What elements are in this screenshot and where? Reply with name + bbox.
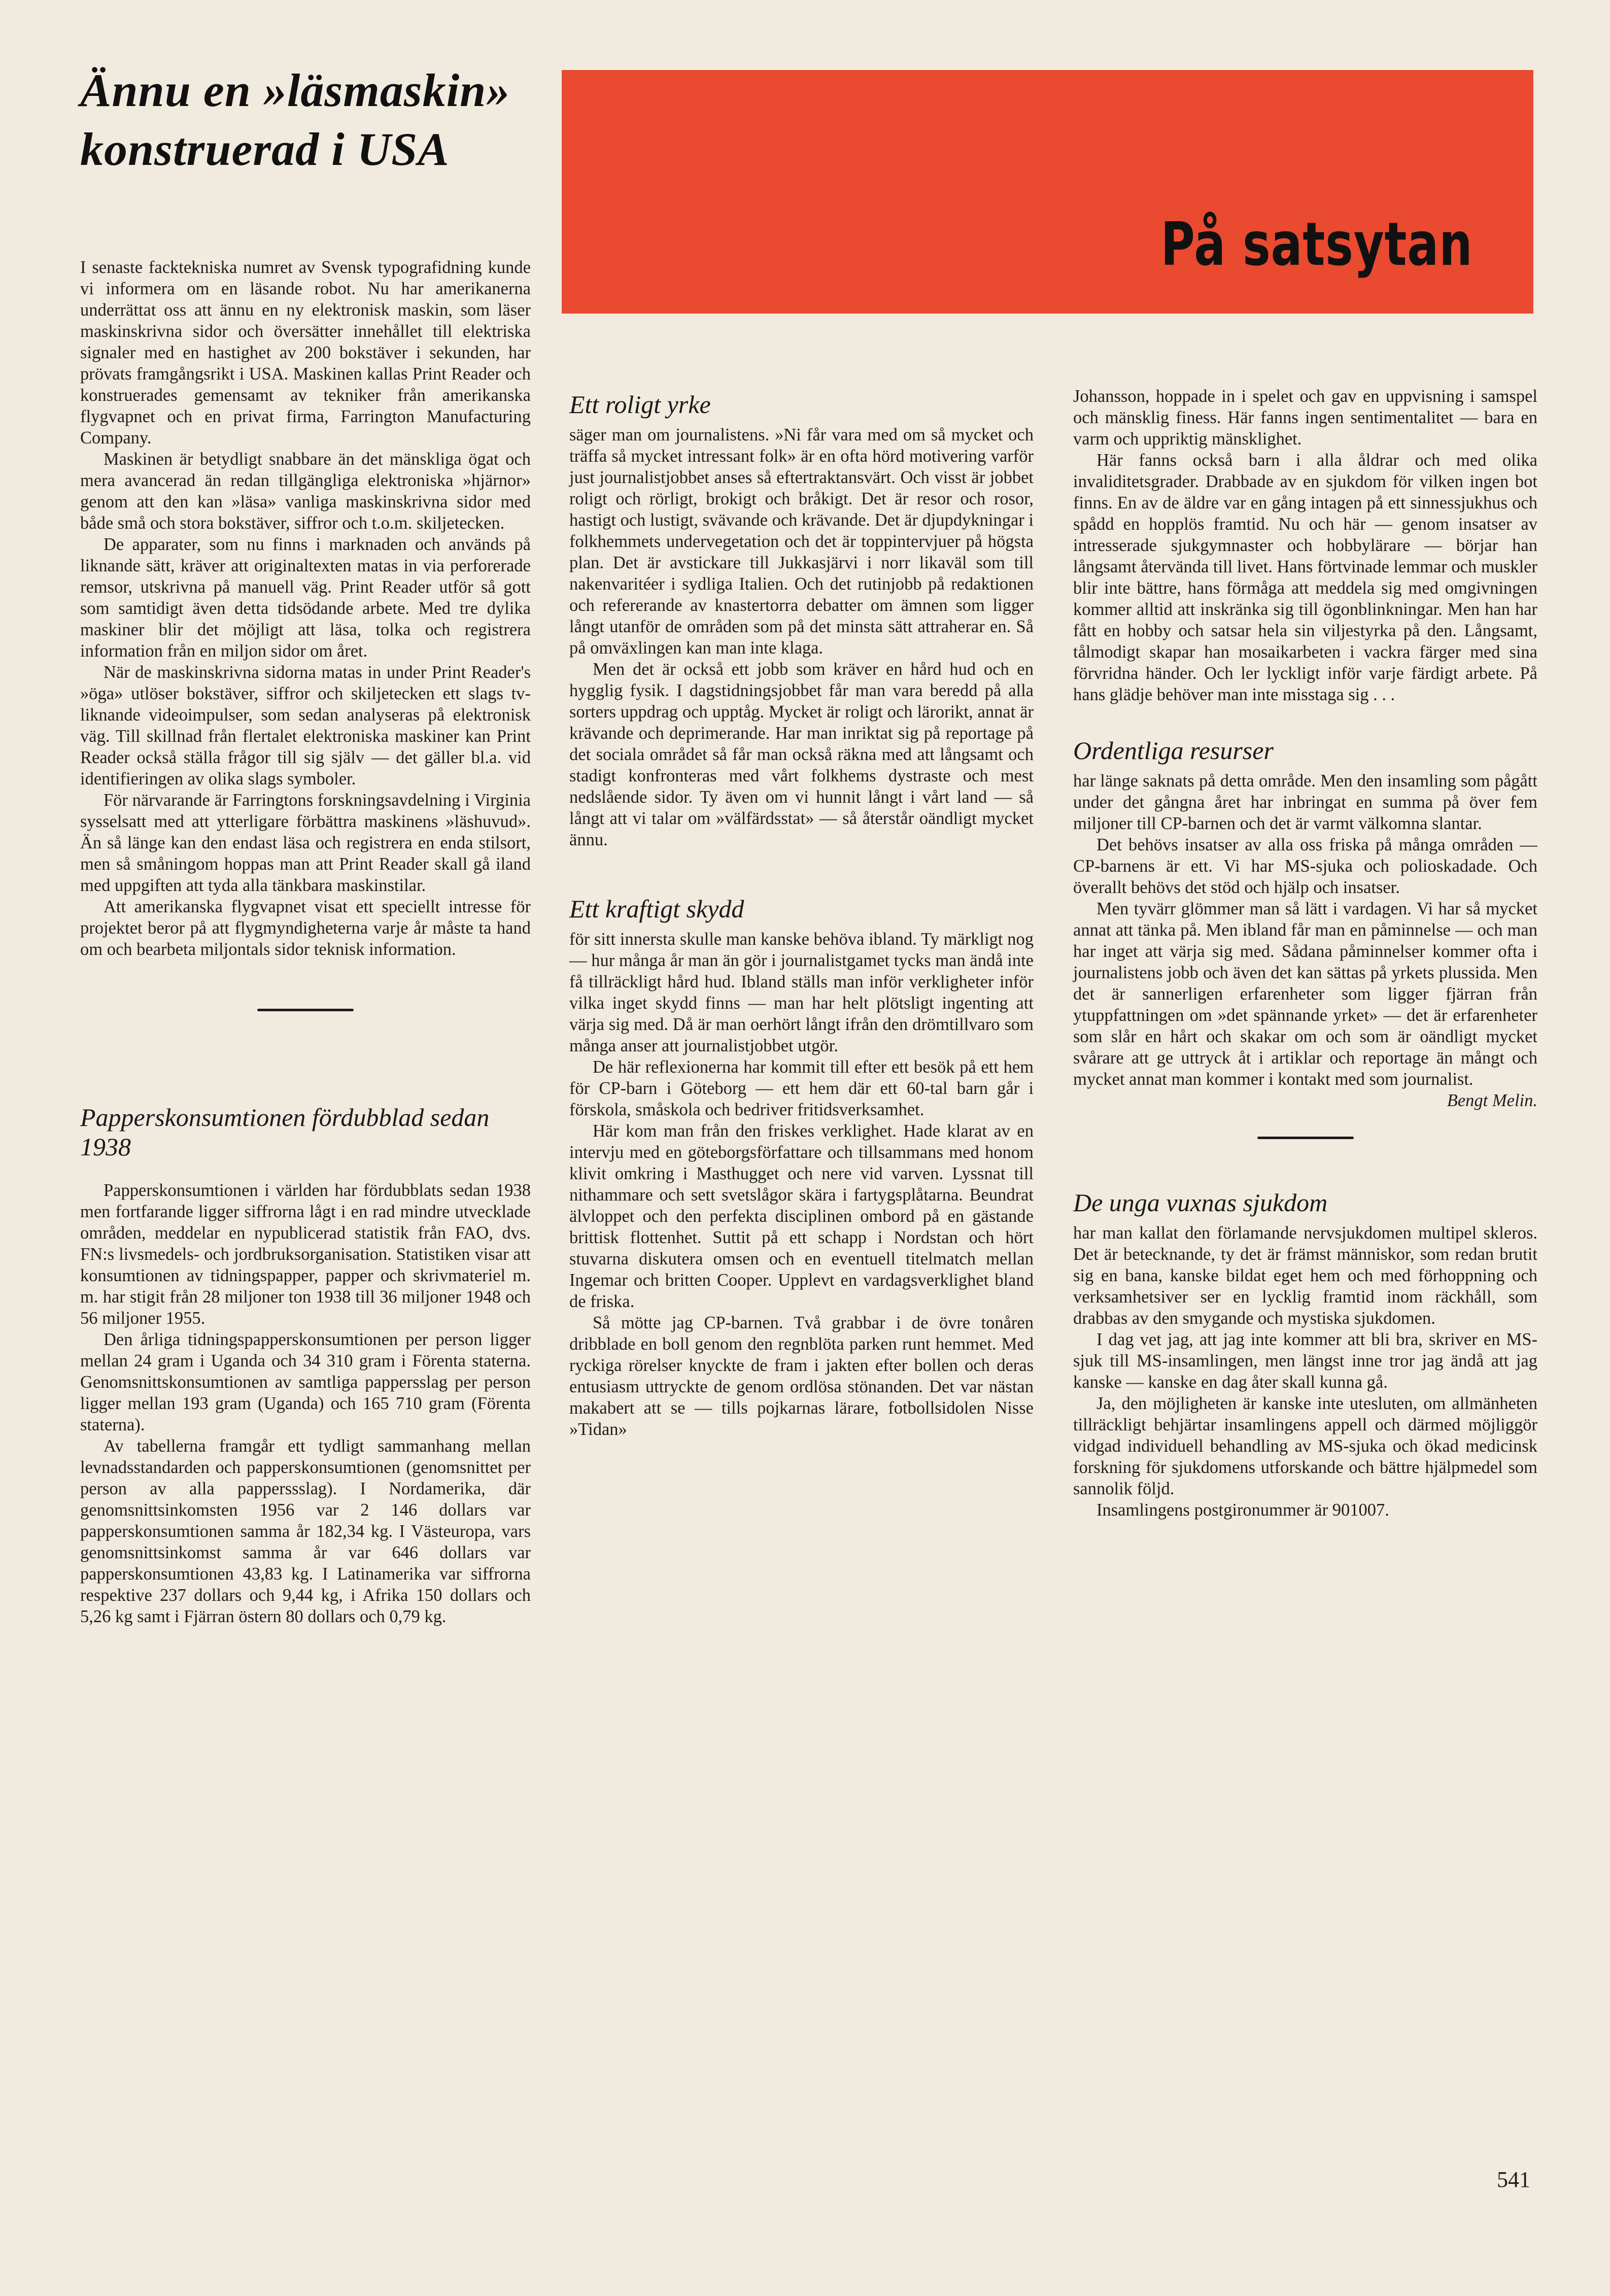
paragraph: Men tyvärr glömmer man så lätt i vardagen. Vi har så mycket annat att tänka på. Men ibland får man en påminnelse — och man har inget att värja sig med. Sådana påminnelser kommer ofta i journalistens jobb och även det kan sättas på yrkets plussida. Men det är sannerligen erfarenheter som ligger fjärran från ytuppfattningen om »det spännande yrket» — det är erfarenheter som slår en hårt och skakar om och som är oändligt mycket svårare att ge uttryck åt i artiklar och reportage än mångt och mycket annat man kommer i kontakt med som journalist. bbox=[1073, 899, 1537, 1089]
paragraph: Här kom man från den friskes verklighet. Hade klarat av en intervju med en göteborgsförfattare och tillsammans med honom klivit omkring i Masthugget och nere vid varven. Lyssnat till nithammare och sett svetslågor skära i fartygsplåtarna. Beundrat älvloppet och den perfekta disciplinen ombord på en gästande brittisk flottenhet. Suttit på ett schapp i Nordstan och hört stuvarna diskutera omsen och en eventuell titelmatch mellan Ingemar och britten Cooper. Upplevt en vardagsverklighet bland de friska. bbox=[569, 1121, 1034, 1311]
paragraph: Johansson, hoppade in i spelet och gav en uppvisning i samspel och mänsklig finess. Här fanns ingen sentimentalitet — bara en varm och uppriktig mänsklighet. bbox=[1073, 387, 1537, 449]
paragraph: har man kallat den förlamande nervsjukdomen multipel skleros. Det är betecknande, ty det är främst människor, som redan brutit sig en bana, kanske bildat eget hem och med förhoppning och verksamhetsiver ser en lycklig framtid inom räckhåll, som drabbas av den smygande och mystiska sjukdomen. bbox=[1073, 1223, 1537, 1328]
subhead-kraftigt-skydd: Ett kraftigt skydd bbox=[569, 895, 744, 923]
article-title-lasmaskin: Ännu en »läsmaskin» konstruerad i USA bbox=[80, 64, 510, 175]
section-title: På satsytan bbox=[1160, 209, 1472, 279]
paragraph: Här fanns också barn i alla åldrar och med olika invaliditetsgrader. Drabbade av en sjukdom för vilken ingen bot finns. En av de äldre var en gång intagen på ett sinnessjukhus och spådd en hopplös framtid. Nu och här — genom insatser av intresserade sjukgymnaster och hobbylärare — börjar han långsamt återvända till livet. Hans förtvinade lemmar och muskler blir inte bättre, hans förmåga att meddela sig med omgivningen kommer alltid att inskränka sig till ögonblinkningar. Men han har fått en hobby och satsar hela sin viljestyrka på den. Långsamt, tålmodigt skapar han mosaikarbeten i vackra färger med sina förvridna händer. Och ler lyckligt inför varje färdigt arbete. På hans glädje behöver man inte misstaga sig . . . bbox=[1073, 451, 1537, 704]
article-title-papperskonsumtion: Papperskonsumtionen fördubblad sedan 1938 bbox=[80, 1103, 490, 1161]
subhead-roligt-yrke: Ett roligt yrke bbox=[569, 390, 711, 419]
paragraph: I dag vet jag, att jag inte kommer att bli bra, skriver en MS-sjuk till MS-insamlingen, men längst inne tror jag ändå att jag kanske — kanske en dag åter skall kunna gå. bbox=[1073, 1330, 1537, 1392]
article-papperskonsumtion-body bbox=[80, 1180, 531, 1627]
paragraph: Den årliga tidningspapperskonsumtionen per person ligger mellan 24 gram i Uganda och 34 310 gram i Förenta staterna. Genomsnittskonsumtionen av samtliga pappersslag per person ligger mellan 193 gram (Uganda) och 165 710 gram (Förenta staterna). bbox=[80, 1330, 531, 1434]
paragraph: har länge saknats på detta område. Men den insamling som pågått under det gångna året har inbringat en summa på över fem miljoner till CP-barnen och det är varmt välkomna slantar. bbox=[1073, 771, 1537, 833]
paragraph: När de maskinskrivna sidorna matas in under Print Reader's »öga» utlöser bokstäver, siffror och skiljetecken ett slags tv-liknande videoimpulser, som sedan analyseras på elektronisk väg. Till skillnad från flertalet elektroniska maskiner kan Print Reader också ställa frågor till sig själv — det gäller bl.a. vid identifieringen av olika slags symboler. bbox=[80, 663, 531, 789]
paragraph: Så mötte jag CP-barnen. Två grabbar i de övre tonåren dribblade en boll genom den regnblöta parken runt hemmet. Med ryckiga rörelser knyckte de fram i jakten efter bollen och deras entusiasm uttryckte de genom ordlösa stönanden. Det var nästan makabert att se — tills pojkarnas lärare, fotbollsidolen Nisse »Tidan» bbox=[569, 1313, 1034, 1439]
paragraph: Av tabellerna framgår ett tydligt sammanhang mellan levnadsstandarden och papperskonsumtionen (genomsnittet per person av alla papperssslag). I Nordamerika, där genomsnittsinkomsten 1956 var 2 146 dollars var papperskonsumtionen samma år 182,34 kg. I Västeuropa, vars genomsnittsinkomst samma år var 646 dollars var papperskonsumtionen 43,83 kg. I Latinamerika var siffrorna respektive 237 dollars och 9,44 kg, i Afrika 150 dollars och 5,26 kg samt i Fjärran östern 80 dollars och 0,79 kg. bbox=[80, 1436, 531, 1626]
subhead-ordentliga-resurser: Ordentliga resurser bbox=[1073, 736, 1274, 765]
column-right bbox=[1073, 386, 1537, 1521]
section-divider bbox=[257, 1009, 354, 1011]
paragraph: Att amerikanska flygvapnet visat ett speciellt intresse för projektet beror på att flygmyndigheterna varje år måste ta hand om och bearbeta miljontals sidor teknisk information. bbox=[80, 897, 531, 959]
section-banner bbox=[562, 70, 1533, 314]
subhead-unga-vuxnas-sjukdom: De unga vuxnas sjukdom bbox=[1073, 1188, 1328, 1217]
article-lasmaskin-body bbox=[80, 257, 531, 960]
section-divider bbox=[1257, 1137, 1354, 1139]
paragraph: Det behövs insatser av alla oss friska på många områden — CP-barnens är ett. Vi har MS-sjuka och polioskadade. Och överallt behövs det stöd och hjälp och insatser. bbox=[1073, 835, 1537, 897]
paragraph: för sitt innersta skulle man kanske behöva ibland. Ty märkligt nog — hur många år man än gör i journalistgamet tycks man ändå inte få tillräckligt hård hud. Ibland ställs man inför verkligheter inför vilka inget skydd finns — man har helt plötsligt ingenting att värja sig med. Då är man oerhört långt ifrån den drömtillvaro som många anser att journalistjobbet utgör. bbox=[569, 930, 1034, 1055]
column-left bbox=[80, 257, 531, 1627]
paragraph: För närvarande är Farringtons forskningsavdelning i Virginia sysselsatt med att ytterligare förbättra maskinens »läshuvud». Än så länge kan den endast läsa och registrera en enda stilsort, men så småningom hoppas man att Print Reader skall gå iland med uppgiften att tyda alla tänkbara maskinstilar. bbox=[80, 791, 531, 895]
paragraph: Insamlingens postgironummer är 901007. bbox=[1097, 1500, 1389, 1520]
paragraph: säger man om journalistens. »Ni får vara med om så mycket och träffa så mycket intressant folk» är en ofta hörd motivering varför just journalistjobbet anses så eftertraktansvärt. Och visst är jobbet roligt och rörligt, brokigt och bråkigt. Det är resor och rosor, hastigt och lustigt, svävande och krävande. Det är djupdykningar i folkhemmets undervegetation och det är toppintervjuer på högsta plan. Det är avstickare till Jukkasjärvi i norr likaväl som till nakenvaritéer i sydliga Italien. Och det rutinjobb på redaktionen och refererande av knastertorra debatter om ämnen som ligger långt utanför de områden som på det minsta sätt attraherar en. Så på omväxlingen kan man inte klaga. bbox=[569, 425, 1034, 658]
paragraph: I senaste facktekniska numret av Svensk typografidning kunde vi informera om en läsande robot. Nu har amerikanerna underrättat oss att ännu en ny elektronisk maskin, som läser maskinskrivna sidor och översätter innehållet till elektriska signaler med en hastighet av 200 bokstäver i sekunden, har prövats framgångsrikt i USA. Maskinen kallas Print Reader och konstruerades gemensamt av tekniker från amerikanska flygvapnet och en privat firma, Farrington Manufacturing Company. bbox=[80, 258, 531, 448]
paragraph: Ja, den möjligheten är kanske inte utesluten, om allmänheten tillräckligt behjärtar insamlingens appell och därmed möjliggör vidgad individuell behandling av MS-sjuka och ökad medicinsk forskning för sjukdomens utforskande och bättre hjälpmedel som sannolik följd. bbox=[1073, 1394, 1537, 1498]
paragraph: Maskinen är betydligt snabbare än det mänskliga ögat och mera avancerad än redan tillgängliga elektroniska »hjärnor» genom att den kan »läsa» vanliga maskinskrivna sidor med både små och stora bokstäver, siffror och t.o.m. skiljetecken. bbox=[80, 450, 531, 533]
page-number: 541 bbox=[1497, 2167, 1530, 2192]
paragraph: Papperskonsumtionen i världen har fördubblats sedan 1938 men fortfarande ligger siffrorna lågt i en rad mindre utvecklade områden, meddelar en nypublicerad statistik från FAO, dvs. FN:s livsmedels- och jordbruksorganisation. Statistiken visar att konsumtionen av tidningspapper, papper och skrivmateriel m. m. har stigit från 28 miljoner ton 1938 till 36 miljoner 1948 och 56 miljoner 1955. bbox=[80, 1181, 531, 1328]
column-middle bbox=[569, 390, 1034, 1440]
paragraph: Men det är också ett jobb som kräver en hård hud och en hygglig fysik. I dagstidningsjobbet får man vara beredd på alla sorters uppdrag och upptåg. Mycket är roligt och lärorikt, annat är krävande och deprimerande. Har man inriktat sig på reportage på det sociala området så får man också räkna med att långsamt och stadigt konfronteras med vårt folkhems dystraste och mest nedslående sidor. Ty även om vi hunnit långt i vårt land — så långt att vi talar om »välfärdsstat» — så återstår oändligt mycket ännu. bbox=[569, 660, 1034, 849]
paragraph: De här reflexionerna har kommit till efter ett besök på ett hem för CP-barn i Göteborg — ett hem där ett 60-tal barn går i förskola, småskola och bedriver fritidsverksamhet. bbox=[569, 1057, 1034, 1119]
author-signature: Bengt Melin. bbox=[1447, 1091, 1537, 1110]
paragraph: De apparater, som nu finns i marknaden och används på liknande sätt, kräver att originaltexten matas in via perforerade remsor, utskrivna på manuell väg. Print Reader utför så gott som samtidigt även detta tidsödande arbete. Med tre dylika maskiner blir det möjligt att läsa, tolka och registrera information från en miljon sidor om året. bbox=[80, 535, 531, 661]
